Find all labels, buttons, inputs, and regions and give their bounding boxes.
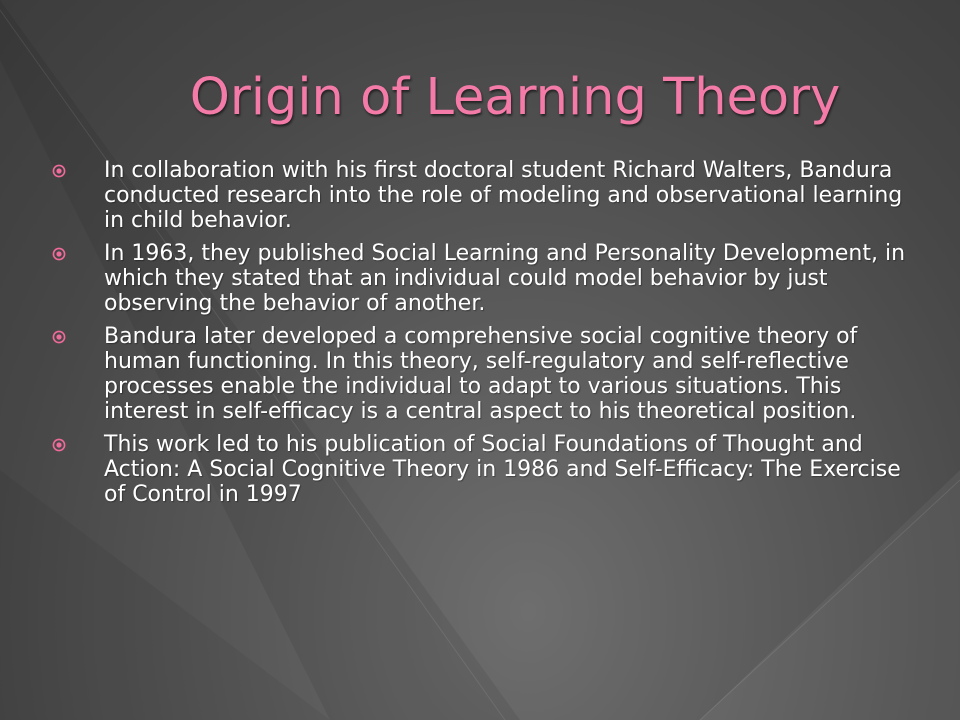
circled-dot-icon <box>52 330 66 344</box>
bullet-item <box>52 158 910 233</box>
bullet-text: In 1963, they published Social Learning and Personality Development, in which they stated that an individual could model behavior by just observing the behavior of another. <box>104 241 906 316</box>
circled-dot-icon <box>52 164 66 178</box>
bullet-item <box>52 432 910 507</box>
slide-title: Origin of Learning Theory <box>189 68 841 127</box>
bullet-text: Bandura later developed a comprehensive social cognitive theory of human functioning. In this theory, self-regulatory and self-reflective processes enable the individual to adapt to various situations. This interest in self-efficacy is a central aspect to his theoretical position. <box>104 324 858 424</box>
bullet-text: This work led to his publication of Social Foundations of Thought and Action: A Social Cognitive Theory in 1986 and Self-Efficacy: The Exercise of Control in 1997 <box>104 432 901 507</box>
bullet-text: In collaboration with his first doctoral student Richard Walters, Bandura conducted research into the role of modeling and observational learning in child behavior. <box>104 158 903 233</box>
bullet-item <box>52 241 910 316</box>
bullet-list <box>52 158 910 515</box>
bullet-item <box>52 324 910 424</box>
circled-dot-icon <box>52 438 66 452</box>
circled-dot-icon <box>52 247 66 261</box>
